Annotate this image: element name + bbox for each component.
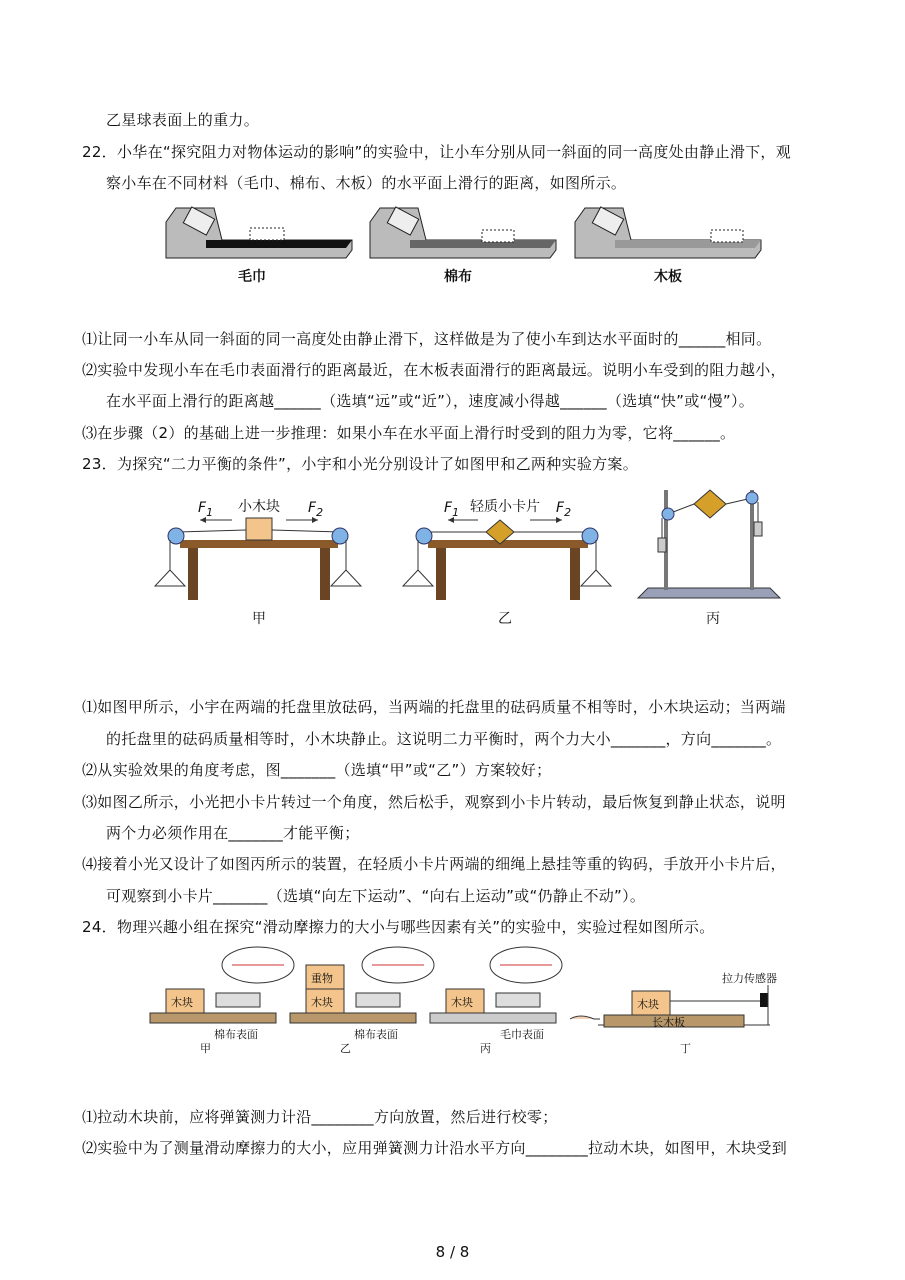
q23-part3: ⑶如图乙所示，小光把小卡片转过一个角度，然后松手，观察到小卡片转动，最后恢复到静止状态，说明 bbox=[82, 793, 786, 811]
fig22-label-towel: 毛巾 bbox=[238, 269, 266, 285]
question-23: 23．为探究“二力平衡的条件”，小宇和小光分别设计了如图甲和乙两种实验方案。 bbox=[82, 455, 639, 473]
force-f1-label: $F_1$ bbox=[198, 500, 214, 519]
text-line: 察小车在不同材料（毛巾、棉布、木板）的水平面上滑行的距离，如图所示。 bbox=[106, 174, 627, 192]
ramp-wood bbox=[575, 207, 761, 258]
fig24-caption-yi: 乙 bbox=[340, 1042, 351, 1055]
surface-label: 毛巾表面 bbox=[500, 1028, 544, 1041]
q23-part1: ⑴如图甲所示，小宇在两端的托盘里放砝码，当两端的托盘里的砝码质量不相等时，小木块运动；当两端 bbox=[82, 698, 786, 716]
card-label: 轻质小卡片 bbox=[470, 499, 540, 515]
weight-label: 重物 bbox=[311, 972, 333, 985]
setup-24-bing bbox=[430, 947, 562, 1023]
force-f1-label: $F_1$ bbox=[444, 500, 460, 519]
surface-label: 棉布表面 bbox=[214, 1028, 258, 1041]
question-22: 22．小华在“探究阻力对物体运动的影响”的实验中，让小车分别从同一斜面的同一高度处由静止滑下，观 bbox=[82, 143, 792, 161]
setup-24-jia bbox=[150, 947, 294, 1023]
fig23-caption-yi: 乙 bbox=[498, 611, 512, 627]
text-line: 可观察到小卡片_______（选填“向左下运动”、“向右上运动”或“仍静止不动”）。 bbox=[106, 887, 646, 905]
q22-part3: ⑶在步骤（2）的基础上进一步推理：如果小车在水平面上滑行时受到的阻力为零，它将______。 bbox=[82, 424, 736, 442]
text-line: 的托盘里的砝码质量相等时，小木块静止。这说明二力平衡时，两个力大小_______，方向_______。 bbox=[106, 730, 782, 748]
setup-yi bbox=[403, 517, 611, 600]
setup-bing bbox=[638, 490, 780, 598]
force-f2-label: $F_2$ bbox=[308, 500, 324, 519]
block-label: 木块 bbox=[311, 996, 333, 1009]
fig22-label-wood: 木板 bbox=[654, 269, 682, 285]
question-24: 24．物理兴趣小组在探究“滑动摩擦力的大小与哪些因素有关”的实验中，实验过程如图所示。 bbox=[82, 918, 715, 936]
fig24-caption-bing: 丙 bbox=[480, 1042, 491, 1055]
setup-jia bbox=[155, 517, 361, 600]
fig22-label-cotton: 棉布 bbox=[444, 269, 472, 285]
q24-part1: ⑴拉动木块前，应将弹簧测力计沿________方向放置，然后进行校零； bbox=[82, 1108, 558, 1126]
text-line: 两个力必须作用在_______才能平衡； bbox=[106, 824, 360, 842]
fig24-caption-ding: 丁 bbox=[680, 1042, 691, 1055]
fig23-caption-jia: 甲 bbox=[252, 611, 266, 627]
q24-part2: ⑵实验中为了测量滑动摩擦力的大小，应用弹簧测力计沿水平方向________拉动木块，如图甲，木块受到 bbox=[82, 1139, 788, 1157]
block-label: 木块 bbox=[171, 996, 193, 1009]
fig23-caption-bing: 丙 bbox=[706, 611, 720, 627]
sensor-label: 拉力传感器 bbox=[722, 972, 777, 985]
force-f2-label: $F_2$ bbox=[556, 500, 572, 519]
q23-part4: ⑷接着小光又设计了如图丙所示的装置，在轻质小卡片两端的细绳上悬挂等重的钩码，手放开小卡片后， bbox=[82, 855, 786, 873]
text-line: 在水平面上滑行的距离越______（选填“远”或“近”），速度减小得越______（选填“快”或“慢”）。 bbox=[106, 392, 755, 410]
ramp-cotton bbox=[370, 207, 556, 258]
page-number: 8 / 8 bbox=[435, 1243, 470, 1261]
q23-part2: ⑵从实验效果的角度考虑，图_______（选填“甲”或“乙”）方案较好； bbox=[82, 761, 552, 779]
q22-part1: ⑴让同一小车从同一斜面的同一高度处由静止滑下，这样做是为了使小车到达水平面时的______相同。 bbox=[82, 330, 772, 348]
surface-label: 棉布表面 bbox=[354, 1028, 398, 1041]
q22-part2: ⑵实验中发现小车在毛巾表面滑行的距离最近，在木板表面滑行的距离最远。说明小车受到的阻力越小， bbox=[82, 361, 786, 379]
block-label: 木块 bbox=[637, 998, 659, 1011]
text-line: 乙星球表面上的重力。 bbox=[106, 111, 260, 129]
ramp-towel bbox=[166, 207, 352, 258]
block-label: 小木块 bbox=[238, 499, 280, 515]
block-label: 木块 bbox=[451, 996, 473, 1009]
board-label: 长木板 bbox=[652, 1016, 685, 1029]
fig24-caption-jia: 甲 bbox=[200, 1042, 211, 1055]
